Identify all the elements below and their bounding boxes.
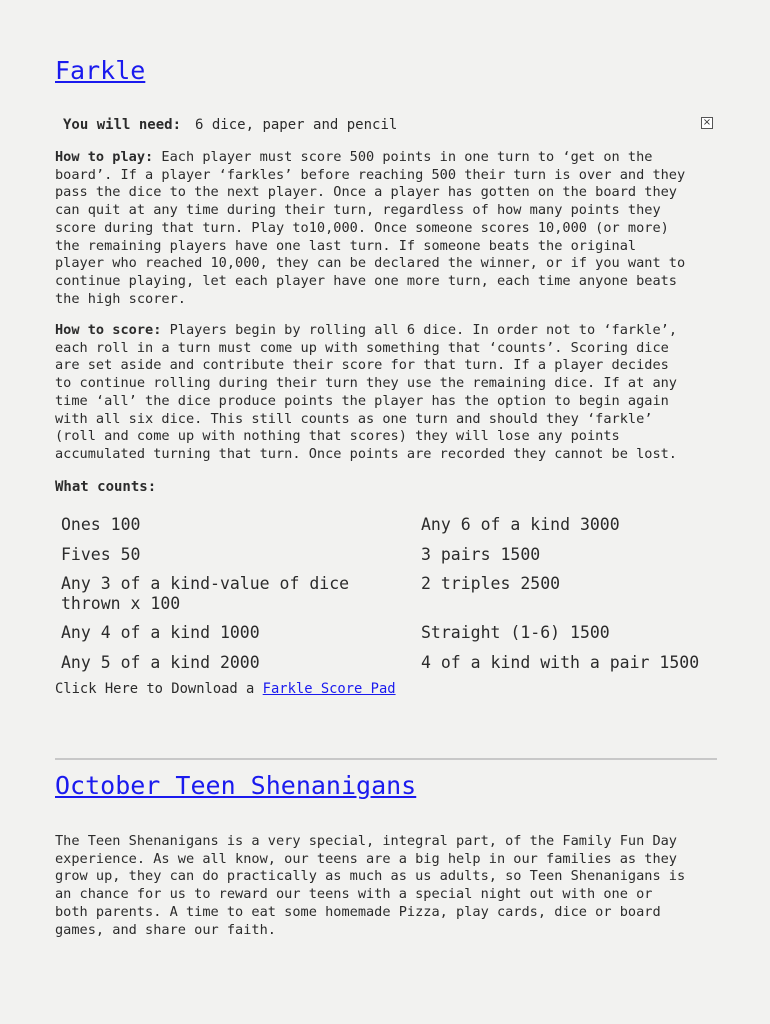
table-cell: Straight (1-6) 1500 [421, 623, 610, 642]
needs-row [63, 116, 397, 134]
table-cell: Ones 100 [61, 515, 141, 534]
needs-value: 6 dice, paper and pencil [195, 117, 398, 133]
shenanigans-title-link[interactable]: October Teen Shenanigans [55, 771, 417, 800]
needs-label: You will need: [63, 117, 182, 133]
how-to-score-paragraph [55, 322, 717, 464]
table-row [55, 650, 717, 680]
table-row [55, 542, 717, 572]
download-prefix: Click Here to Download a [55, 681, 263, 697]
table-row [55, 571, 717, 620]
how-to-score-text: Players begin by rolling all 6 dice. In order not to ‘farkle’, each roll in a turn must come up with something that ‘counts’. Scoring dice are set aside and contribute their score for that turn. If a player decides to continue rolling during their turn they use the remaining dice. If at any time ‘all’ the dice produce points the player has the option to begin again with all six dice. This still counts as one turn and should they ‘farkle’ (roll and come up with nothing that scores) they will lose any points accumulated turning that turn. Once points are recorded they cannot be lost. [55, 322, 678, 462]
download-line [55, 680, 396, 698]
table-cell: Any 5 of a kind 2000 [61, 652, 260, 672]
table-cell: Any 6 of a kind 3000 [421, 515, 620, 534]
table-cell: 3 pairs 1500 [421, 544, 541, 564]
section-divider [55, 758, 717, 760]
table-cell: 4 of a kind with a pair 1500 [421, 652, 700, 672]
table-cell: Any 3 of a kind-value of dice thrown x 100 [61, 574, 350, 613]
shenanigans-paragraph: The Teen Shenanigans is a very special, integral part, of the Family Fun Day experience. As we all know, our teens are a big help in our families as they grow up, they can do practically as much as us adults, so Teen Shenanigans is an chance for us to reward our teens with a special night out with one or both parents. A time to eat some homemade Pizza, play cards, dice or board games, and share our faith. [55, 833, 686, 938]
how-to-score-label: How to score: [55, 322, 162, 338]
how-to-play-paragraph [55, 149, 717, 308]
table-cell: Fives 50 [61, 544, 141, 564]
table-row [55, 620, 717, 650]
how-to-play-text: Each player must score 500 points in one turn to ‘get on the board’. If a player ‘farkles’ before reaching 500 their turn is over and they pass the dice to the next player. Once a player has gotten on the board they can quit at any time during their turn, regardless of how many points they score during that turn. Play to10,000. Once someone scores 10,000 (or more) the remaining players have one last turn. If someone beats the original player who reached 10,000, they can be declared the winner, or if you want to continue playing, let each player have one more turn, each time anyone beats the high scorer. [55, 149, 686, 307]
how-to-play-label: How to play: [55, 149, 154, 165]
table-row [55, 512, 717, 542]
scoring-table [55, 512, 717, 679]
what-counts-label: What counts: [55, 479, 157, 495]
close-icon[interactable]: × [702, 117, 712, 128]
table-cell: 2 triples 2500 [421, 574, 561, 593]
score-pad-download-link[interactable]: Farkle Score Pad [262, 681, 396, 697]
table-cell: Any 4 of a kind 1000 [61, 623, 260, 642]
farkle-title-link[interactable]: Farkle [55, 56, 146, 85]
